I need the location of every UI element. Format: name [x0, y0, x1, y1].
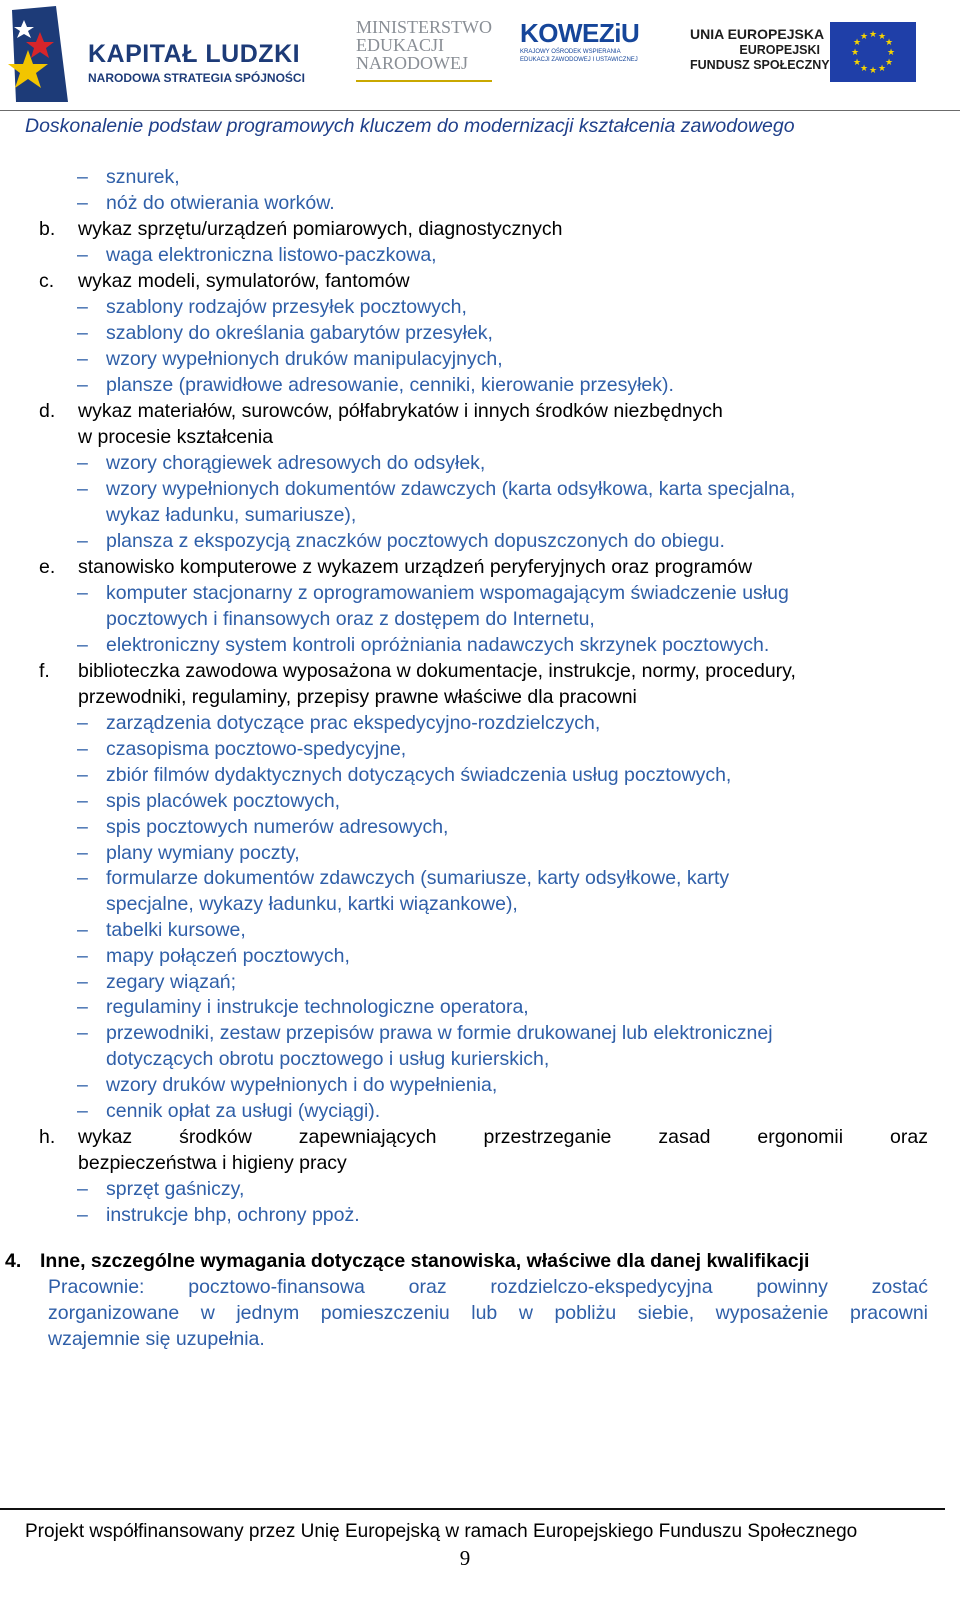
- svg-text:★: ★: [852, 38, 862, 48]
- section-c-title: wykaz modeli, symulatorów, fantomów: [78, 270, 410, 292]
- list-item: przewodniki, zestaw przepisów prawa w formie drukowanej lub elektronicznej: [106, 1022, 773, 1044]
- eu-flag-icon: [830, 22, 916, 82]
- list-dash: –: [77, 478, 88, 500]
- list-item: cennik opłat za usługi (wyciągi).: [106, 1100, 381, 1122]
- list-item: spis pocztowych numerów adresowych,: [106, 816, 449, 838]
- list-dash: –: [77, 1022, 88, 1044]
- list-dash: –: [77, 1074, 88, 1096]
- list-dash: –: [77, 1100, 88, 1122]
- list-dash: –: [77, 842, 88, 864]
- list-dash: –: [77, 322, 88, 344]
- svg-text:★: ★: [884, 58, 894, 68]
- list-item: plany wymiany poczty,: [106, 842, 300, 864]
- footer-divider: [0, 1508, 945, 1510]
- document-title: Doskonalenie podstaw programowych kluczem do modernizacji kształcenia zawodowego: [25, 115, 795, 137]
- koweziu-name: KOWEZiU: [520, 18, 640, 48]
- list-dash: –: [77, 996, 88, 1018]
- list-item: mapy połączeń pocztowych,: [106, 945, 350, 967]
- section-4-paragraph: Pracownie: pocztowo-finansowa oraz rozdzielczo-ekspedycyjna powinny zostać: [48, 1276, 928, 1298]
- svg-text:★: ★: [868, 30, 878, 40]
- list-item: instrukcje bhp, ochrony ppoż.: [106, 1204, 360, 1226]
- list-item: wzory wypełnionych dokumentów zdawczych (karta odsyłkowa, karta specjalna,: [106, 478, 796, 500]
- svg-text:★: ★: [859, 64, 869, 74]
- ue-line-1: UNIA EUROPEJSKA: [690, 26, 825, 42]
- section-4-paragraph: wzajemnie się uzupełnia.: [48, 1328, 265, 1350]
- section-letter: d.: [39, 400, 56, 422]
- list-dash: –: [77, 634, 88, 656]
- list-item: szablony do określania gabarytów przesyłek,: [106, 322, 493, 344]
- koweziu-sub-1: KRAJOWY OŚRODEK WSPIERANIA: [520, 49, 621, 55]
- section-f-title: biblioteczka zawodowa wyposażona w dokumentacje, instrukcje, normy, procedury,: [78, 660, 796, 682]
- list-dash: –: [77, 374, 88, 396]
- section-letter: c.: [39, 270, 55, 292]
- list-item: komputer stacjonarny z oprogramowaniem wspomagającym świadczenie usług: [106, 582, 789, 604]
- svg-text:★: ★: [868, 66, 878, 76]
- section-4-number: 4.: [5, 1250, 22, 1272]
- list-dash: –: [77, 816, 88, 838]
- men-line-1: MINISTERSTWO: [356, 17, 492, 37]
- section-b-title: wykaz sprzętu/urządzeń pomiarowych, diagnostycznych: [78, 218, 563, 240]
- list-item: waga elektroniczna listowo-paczkowa,: [106, 244, 437, 266]
- footer-text: Projekt współfinansowany przez Unię Europejską w ramach Europejskiego Funduszu Społecznego: [25, 1521, 858, 1542]
- kapital-ludzki-title: KAPITAŁ LUDZKI: [88, 40, 301, 68]
- list-item: sznurek,: [106, 166, 180, 188]
- list-dash: –: [77, 1204, 88, 1226]
- header-divider: [0, 110, 960, 111]
- list-item: regulaminy i instrukcje technologiczne operatora,: [106, 996, 529, 1018]
- ue-line-3: FUNDUSZ SPOŁECZNY: [690, 58, 830, 72]
- list-dash: –: [77, 530, 88, 552]
- list-item-cont: dotyczących obrotu pocztowego i usług kurierskich,: [106, 1048, 550, 1070]
- svg-text:★: ★: [877, 32, 887, 42]
- men-underline: [356, 80, 492, 82]
- list-dash: –: [77, 764, 88, 786]
- page-number: 9: [459, 1546, 471, 1570]
- men-logo: [356, 18, 506, 84]
- list-dash: –: [77, 452, 88, 474]
- koweziu-sub-2: EDUKACJI ZAWODOWEJ I USTAWICZNEJ: [520, 57, 638, 63]
- list-item-cont: wykaz ładunku, sumariusze),: [106, 504, 357, 526]
- list-item: sprzęt gaśniczy,: [106, 1178, 245, 1200]
- list-item-cont: pocztowych i finansowych oraz z dostępem do Internetu,: [106, 608, 595, 630]
- list-item: zegary wiązań;: [106, 971, 237, 993]
- men-line-2: EDUKACJI: [356, 35, 444, 55]
- list-item: zbiór filmów dydaktycznych dotyczących świadczenia usług pocztowych,: [106, 764, 732, 786]
- list-dash: –: [77, 738, 88, 760]
- list-item: czasopisma pocztowo-spedycyjne,: [106, 738, 407, 760]
- list-item: szablony rodzajów przesyłek pocztowych,: [106, 296, 467, 318]
- svg-text:★: ★: [877, 64, 887, 74]
- section-d-title: wykaz materiałów, surowców, półfabrykatów i innych środków niezbędnych: [78, 400, 723, 422]
- section-f-title-cont: przewodniki, regulaminy, przepisy prawne właściwe dla pracowni: [78, 686, 637, 708]
- section-4-heading: Inne, szczególne wymagania dotyczące stanowiska, właściwe dla danej kwalifikacji: [40, 1250, 810, 1272]
- men-line-3: NARODOWEJ: [356, 53, 468, 73]
- list-dash: –: [77, 919, 88, 941]
- list-dash: –: [77, 192, 88, 214]
- ue-line-2: EUROPEJSKI: [739, 43, 820, 57]
- list-dash: –: [77, 971, 88, 993]
- kapital-ludzki-logo: [6, 6, 306, 102]
- list-dash: –: [77, 348, 88, 370]
- ue-text: [690, 26, 830, 73]
- section-4-paragraph: zorganizowane w jednym pomieszczeniu lub w pobliżu siebie, wyposażenie pracowni: [48, 1302, 928, 1324]
- svg-text:★: ★: [886, 48, 896, 58]
- list-dash: –: [77, 296, 88, 318]
- section-h-title-cont: bezpieczeństwa i higieny pracy: [78, 1152, 347, 1174]
- list-item: wzory wypełnionych druków manipulacyjnych,: [106, 348, 503, 370]
- list-item-cont: specjalne, wykazy ładunku, kartki wiązankowe),: [106, 893, 518, 915]
- svg-text:★: ★: [852, 58, 862, 68]
- list-item: wzory chorągiewek adresowych do odsyłek,: [106, 452, 486, 474]
- list-dash: –: [77, 244, 88, 266]
- section-letter: e.: [39, 556, 56, 578]
- list-item: spis placówek pocztowych,: [106, 790, 341, 812]
- list-dash: –: [77, 712, 88, 734]
- section-h-title: wykaz środków zapewniających przestrzeganie zasad ergonomii oraz: [78, 1126, 928, 1148]
- kapital-ludzki-subtitle: NARODOWA STRATEGIA SPÓJNOŚCI: [88, 71, 305, 85]
- koweziu-logo: [520, 18, 650, 84]
- list-dash: –: [77, 166, 88, 188]
- svg-text:★: ★: [850, 48, 860, 58]
- section-letter: b.: [39, 218, 56, 240]
- list-item: tabelki kursowe,: [106, 919, 246, 941]
- list-item: plansza z ekspozycją znaczków pocztowych dopuszczonych do obiegu.: [106, 530, 725, 552]
- svg-text:★: ★: [859, 32, 869, 42]
- list-dash: –: [77, 867, 88, 889]
- section-e-title: stanowisko komputerowe z wykazem urządzeń peryferyjnych oraz programów: [78, 556, 753, 578]
- svg-text:★: ★: [884, 38, 894, 48]
- list-dash: –: [77, 1178, 88, 1200]
- list-item: zarządzenia dotyczące prac ekspedycyjno-rozdzielczych,: [106, 712, 601, 734]
- kapital-ludzki-star-icon: [6, 6, 70, 102]
- list-item: wzory druków wypełnionych i do wypełnienia,: [106, 1074, 498, 1096]
- list-item: formularze dokumentów zdawczych (sumariusze, karty odsyłkowe, karty: [106, 867, 730, 889]
- ue-logo: [690, 22, 930, 88]
- list-item: elektroniczny system kontroli opróżniania nadawczych skrzynek pocztowych.: [106, 634, 770, 656]
- header-logos: [0, 0, 960, 108]
- list-dash: –: [77, 945, 88, 967]
- section-letter: f.: [39, 660, 50, 682]
- section-letter: h.: [39, 1126, 56, 1148]
- list-dash: –: [77, 790, 88, 812]
- list-dash: –: [77, 582, 88, 604]
- list-item: nóż do otwierania worków.: [106, 192, 335, 214]
- list-item: plansze (prawidłowe adresowanie, cenniki, kierowanie przesyłek).: [106, 374, 674, 396]
- section-d-title-cont: w procesie kształcenia: [78, 426, 274, 448]
